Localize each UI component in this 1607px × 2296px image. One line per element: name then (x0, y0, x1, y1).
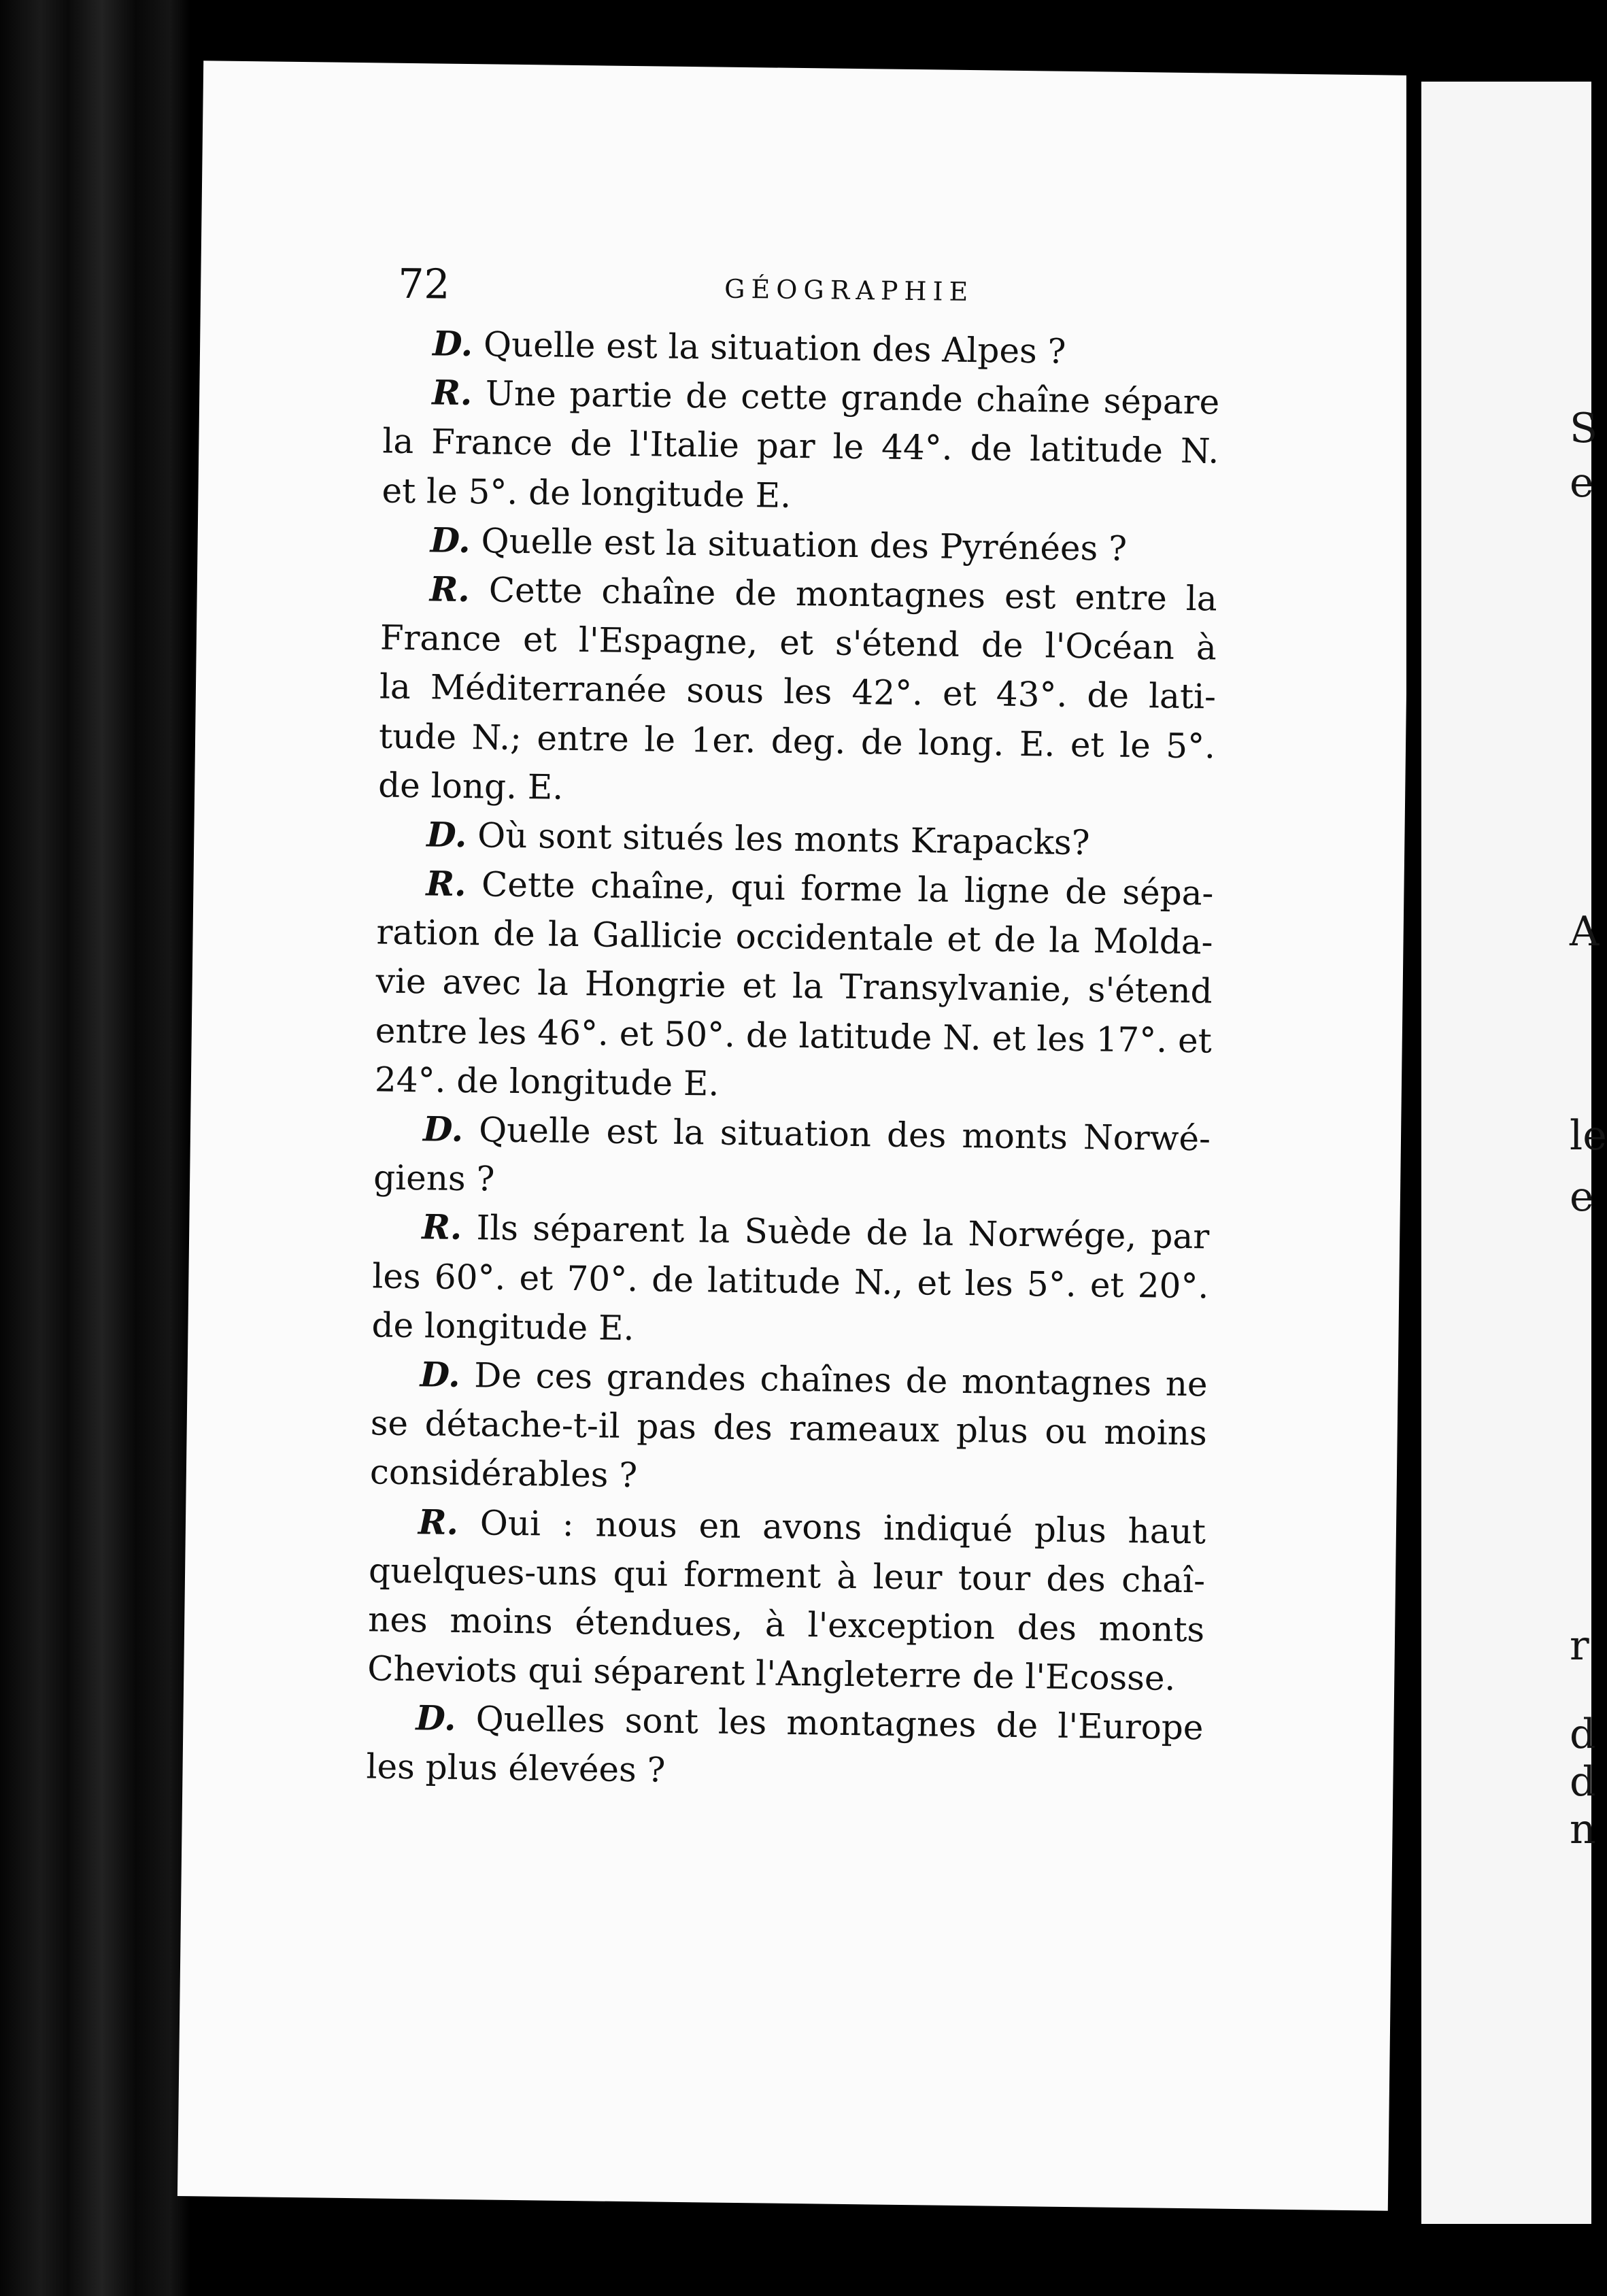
line-text: vie avec la Hongrie et la Transylvanie, s'étend (375, 961, 1213, 1011)
speaker-label: D. (420, 1354, 461, 1395)
facing-page-edge (1421, 82, 1607, 2224)
line-text: nes moins étendues, à l'exception des monts (367, 1600, 1205, 1650)
facing-page-fragment: d (1570, 1710, 1596, 1758)
line-text: se détache-t-il pas des rameaux plus ou moins (370, 1403, 1208, 1453)
line-text: Cette chaîne, qui forme la ligne de sépa- (481, 864, 1214, 913)
line-text: giens ? (373, 1158, 495, 1199)
speaker-label: D. (432, 323, 473, 365)
line-text: et le 5°. de longitude E. (382, 471, 792, 516)
speaker-label: R. (421, 1206, 462, 1248)
facing-page-fragment: d (1570, 1758, 1596, 1806)
line-text: considérables ? (369, 1452, 638, 1496)
book-page (177, 61, 1414, 2211)
line-text: Cette chaîne de montagnes est entre la (488, 570, 1218, 619)
facing-page-fragment: A (1570, 908, 1600, 956)
page-gutter (1406, 0, 1421, 2296)
line-text: Oui : nous en avons indiqué plus haut (479, 1502, 1206, 1551)
line-text: de longitude E. (371, 1305, 635, 1348)
text-line (374, 1104, 1211, 1163)
page-header (384, 260, 1221, 325)
line-text: ration de la Gallicie occidentale et de la Molda- (376, 912, 1213, 962)
speaker-label: D. (430, 520, 471, 560)
book-spine (0, 0, 190, 2296)
line-text: Quelle est la situation des monts Norwé- (478, 1110, 1211, 1159)
line-text: Cheviots qui séparent l'Angleterre de l'Ecosse. (367, 1649, 1176, 1698)
page-number: 72 (397, 260, 451, 309)
speaker-label: D. (426, 814, 467, 855)
line-text: entre les 46°. et 50°. de latitude N. et les 17°. et (375, 1011, 1213, 1061)
line-text: les plus élevées ? (366, 1746, 666, 1791)
line-text: la Méditerranée sous les 42°. et 43°. de lati- (379, 666, 1217, 717)
line-text: de long. E. (377, 765, 564, 807)
facing-page-fragment: le (1570, 1112, 1607, 1160)
line-text: Une partie de cette grande chaîne sépare (485, 373, 1220, 422)
line-text: France et l'Espagne, et s'étend de l'Océan à (379, 618, 1217, 668)
speaker-label: D. (422, 1109, 464, 1150)
speaker-label: R. (429, 569, 471, 610)
line-text: Ils séparent la Suède de la Norwége, par (476, 1208, 1210, 1257)
facing-page-fragment: r (1570, 1622, 1589, 1670)
line-text: tude N.; entre le 1er. deg. de long. E. et le 5°. (378, 715, 1216, 766)
line-text: Quelle est la situation des Alpes ? (483, 324, 1066, 371)
speaker-label: R. (431, 372, 473, 413)
speaker-label: R. (418, 1501, 459, 1542)
line-text: quelques-uns qui forment à leur tour des chaî- (368, 1551, 1206, 1601)
text-line (366, 1742, 1203, 1802)
line-text: la France de l'Italie par le 44°. de latitude N. (382, 421, 1219, 471)
line-text: Où sont situés les monts Krapacks? (477, 815, 1090, 863)
line-text: les 60°. et 70°. de latitude N., et les 5°. et 20°. (372, 1255, 1209, 1306)
facing-page-fragment: e (1570, 459, 1594, 507)
facing-page-fragment: n (1570, 1806, 1596, 1853)
body-text (366, 319, 1220, 1802)
speaker-label: D. (416, 1698, 456, 1739)
speaker-label: R. (426, 863, 467, 905)
line-text: Quelles sont les montagnes de l'Europe (475, 1699, 1204, 1748)
line-text: 24°. de longitude E. (374, 1060, 720, 1104)
line-text: De ces grandes chaînes de montagnes ne (474, 1355, 1208, 1404)
line-text: Quelle est la situation des Pyrénées ? (481, 521, 1128, 569)
facing-page-fragment: e (1570, 1173, 1594, 1221)
facing-page-fragment: S (1570, 405, 1598, 452)
running-head: GÉOGRAPHIE (724, 273, 975, 307)
page-content (366, 260, 1221, 1802)
